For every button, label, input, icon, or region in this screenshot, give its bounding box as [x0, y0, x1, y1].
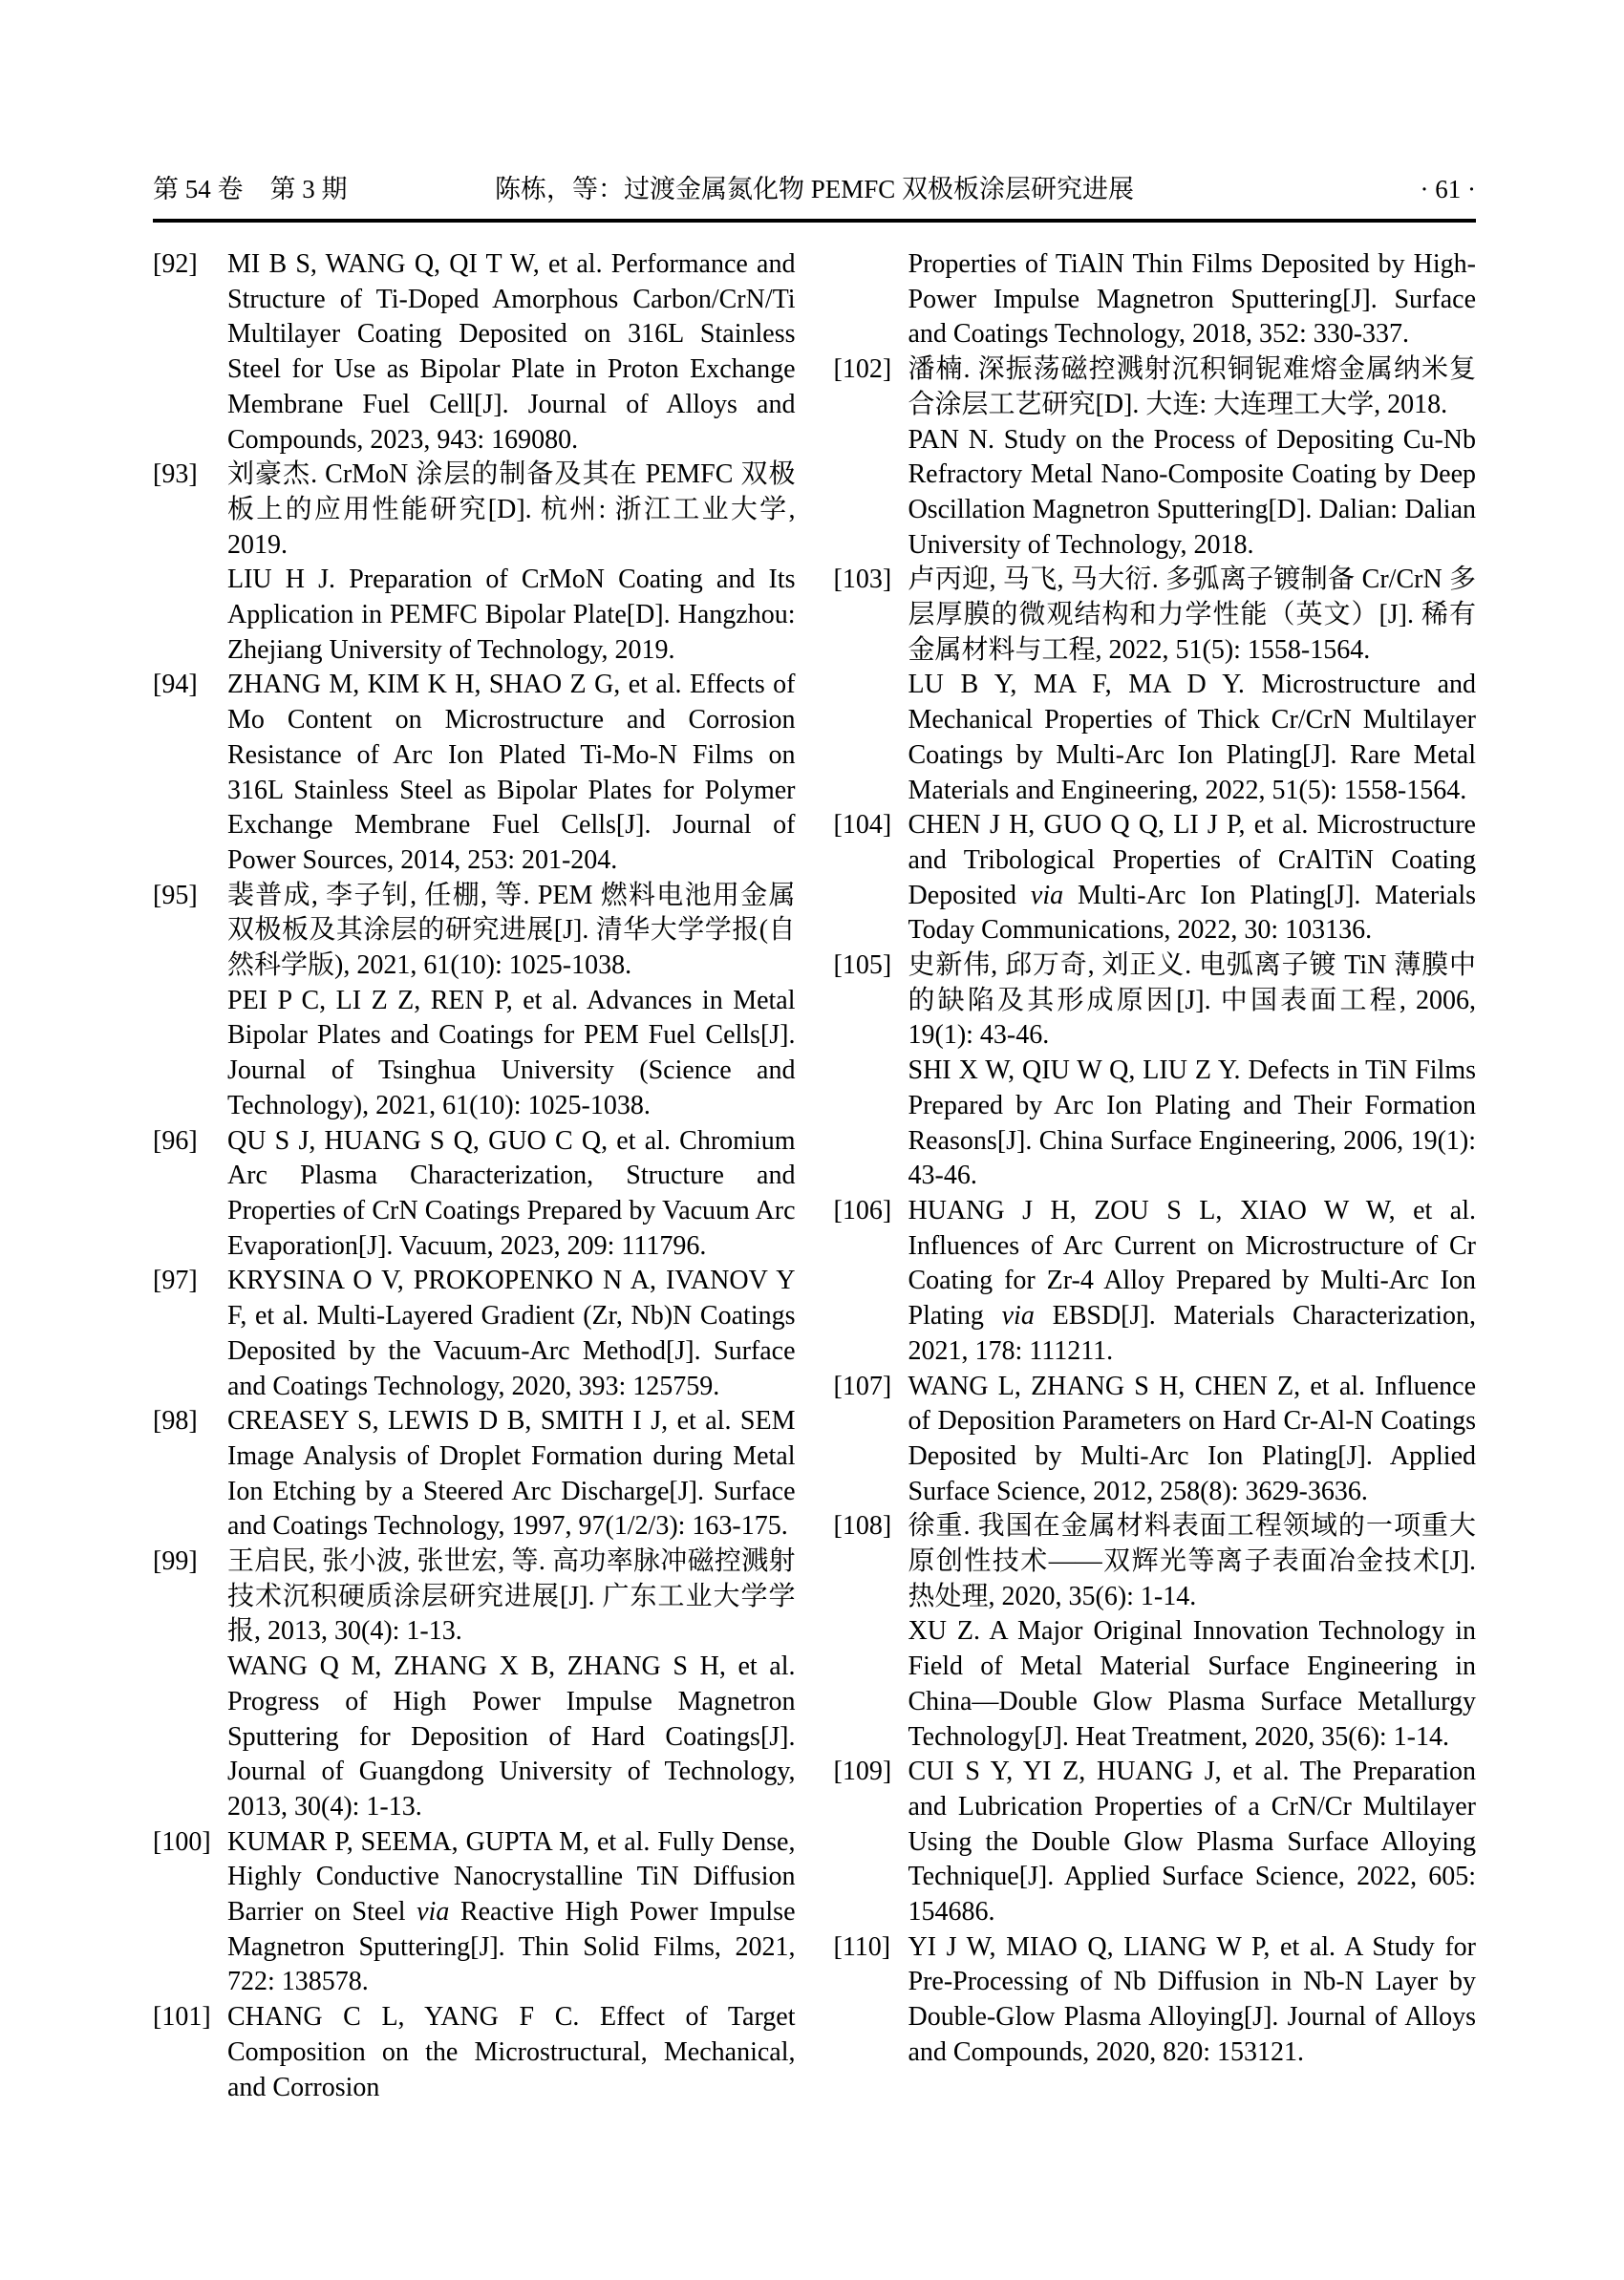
references-column-left — [153, 247, 796, 2105]
running-title: 陈栋，等：过渡金属氮化物 PEMFC 双极板涂层研究进展 — [494, 175, 1135, 203]
reference-label: [93] — [153, 459, 198, 490]
reference-label: [96] — [153, 1125, 198, 1156]
reference-item — [153, 458, 796, 668]
reference-paragraph: 潘楠. 深振荡磁控溅射沉积铜铌难熔金属纳米复合涂层工艺研究[D]. 大连: 大连理工大学, 2018. — [908, 354, 1476, 419]
reference-item — [153, 668, 796, 878]
reference-paragraph: CHEN J H, GUO Q Q, LI J P, et al. Microstructure and Tribological Properties of CrAlTiN Coating Deposited via Multi-Arc Ion Plating[J]. Materials Today Communications, 2022, 30: 103136. — [908, 810, 1476, 946]
reference-label: [108] — [833, 1511, 892, 1542]
reference-paragraph: WANG L, ZHANG S H, CHEN Z, et al. Influence of Deposition Parameters on Hard Cr-Al-N Coatings Deposited by Multi-Arc Ion Plating[J]. Applied Surface Science, 2012, 258(8): 3629-3636. — [908, 1371, 1476, 1506]
reference-paragraph: CREASEY S, LEWIS D B, SMITH I J, et al. SEM Image Analysis of Droplet Formation during Metal Ion Etching by a Steered Arc Discharge[J]. Surface and Coatings Technology, 1997, 97(1/2/3): 163-175. — [227, 1406, 796, 1542]
reference-paragraph: PEI P C, LI Z Z, REN P, et al. Advances in Metal Bipolar Plates and Coatings for PEM Fuel Cells[J]. Journal of Tsinghua University (Science and Technology), 2021, 61(10): 1025-1038. — [227, 985, 796, 1120]
reference-paragraph: LU B Y, MA F, MA D Y. Microstructure and Mechanical Properties of Thick Cr/CrN Multilayer Coatings by Multi-Arc Ion Plating[J]. Rare Metal Materials and Engineering, 2022, 51(5): 1558-1564. — [908, 670, 1476, 805]
reference-item — [153, 879, 796, 1124]
reference-paragraph: Properties of TiAlN Thin Films Deposited by High-Power Impulse Magnetron Sputtering[J]. Surface and Coatings Technology, 2018, 352: 330-337. — [908, 249, 1476, 350]
reference-item — [834, 808, 1477, 948]
issue-label: 第 3 期 — [269, 175, 348, 203]
reference-paragraph: YI J W, MIAO Q, LIANG W P, et al. A Study for Pre-Processing of Nb Diffusion in Nb-N Layer by Double-Glow Plasma Alloying[J]. Journal of Alloys and Compounds, 2020, 820: 153121. — [908, 1931, 1476, 2067]
reference-label: [92] — [153, 249, 198, 279]
reference-label: [110] — [833, 1931, 891, 1962]
reference-paragraph: CUI S Y, YI Z, HUANG J, et al. The Preparation and Lubrication Properties of a CrN/Cr Multilayer Using the Double Glow Plasma Surface Alloying Technique[J]. Applied Surface Science, 2022, 605: 154686. — [908, 1757, 1476, 1928]
volume-issue — [153, 174, 348, 204]
reference-paragraph: KUMAR P, SEEMA, GUPTA M, et al. Fully Dense, Highly Conductive Nanocrystalline TiN Diffusion Barrier on Steel via Reactive High Power Impulse Magnetron Sputtering[J]. Thin Solid Films, 2021, 722: 138578. — [227, 1826, 796, 1997]
reference-item — [153, 247, 796, 458]
reference-paragraph: SHI X W, QIU W Q, LIU Z Y. Defects in TiN Films Prepared by Arc Ion Plating and Their Formation Reasons[J]. China Surface Engineering, 2006, 19(1): 43-46. — [908, 1055, 1476, 1191]
reference-label: [104] — [833, 810, 892, 841]
reference-label: [102] — [833, 354, 892, 385]
reference-item — [834, 1509, 1477, 1755]
reference-item — [153, 1404, 796, 1545]
reference-item — [834, 352, 1477, 563]
reference-label: [106] — [833, 1195, 892, 1225]
reference-paragraph: QU S J, HUANG S Q, GUO C Q, et al. Chromium Arc Plasma Characterization, Structure and Properties of CrN Coatings Prepared by Vacuum Arc Evaporation[J]. Vacuum, 2023, 209: 111796. — [227, 1125, 796, 1261]
reference-item — [153, 2000, 796, 2105]
reference-label: [109] — [833, 1757, 892, 1787]
reference-label: [100] — [153, 1826, 211, 1857]
references-column-right — [834, 247, 1477, 2105]
reference-item — [834, 1370, 1477, 1510]
reference-label: [95] — [153, 880, 198, 910]
reference-item — [834, 247, 1477, 352]
reference-paragraph: 卢丙迎, 马飞, 马大衍. 多弧离子镀制备 Cr/CrN 多层厚膜的微观结构和力学性能（英文）[J]. 稀有金属材料与工程, 2022, 51(5): 1558-1564. — [908, 565, 1476, 665]
volume-label: 第 54 卷 — [153, 175, 244, 203]
reference-paragraph: 徐重. 我国在金属材料表面工程领域的一项重大原创性技术——双辉光等离子表面冶金技术[J]. 热处理, 2020, 35(6): 1-14. — [908, 1511, 1476, 1611]
page-number: · 61 · — [1420, 175, 1476, 203]
reference-paragraph: ZHANG M, KIM K H, SHAO Z G, et al. Effects of Mo Content on Microstructure and Corrosion Resistance of Arc Ion Plated Ti-Mo-N Films on 316L Stainless Steel as Bipolar Plates for Polymer Exchange Membrane Fuel Cells[J]. Journal of Power Sources, 2014, 253: 201-204. — [227, 670, 796, 875]
page-header — [153, 174, 1476, 204]
reference-label: [103] — [833, 565, 892, 595]
reference-item — [153, 1825, 796, 2001]
reference-item — [834, 1194, 1477, 1370]
reference-paragraph: MI B S, WANG Q, QI T W, et al. Performance and Structure of Ti-Doped Amorphous Carbon/CrN/Ti Multilayer Coating Deposited on 316L Stainless Steel for Use as Bipolar Plate in Proton Exchange Membrane Fuel Cell[J]. Journal of Alloys and Compounds, 2023, 943: 169080. — [227, 249, 796, 455]
reference-item — [153, 1124, 796, 1265]
reference-paragraph: CHANG C L, YANG F C. Effect of Target Composition on the Microstructural, Mechanical, and Corrosion — [227, 2002, 796, 2102]
reference-paragraph: KRYSINA O V, PROKOPENKO N A, IVANOV Y F, et al. Multi-Layered Gradient (Zr, Nb)N Coatings Deposited by the Vacuum-Arc Method[J]. Surface and Coatings Technology, 2020, 393: 125759. — [227, 1266, 796, 1401]
reference-item — [834, 563, 1477, 808]
reference-label: [97] — [153, 1266, 198, 1296]
reference-paragraph: HUANG J H, ZOU S L, XIAO W W, et al. Influences of Arc Current on Microstructure of Cr Coating for Zr-4 Alloy Prepared by Multi-Arc Ion Plating via EBSD[J]. Materials Characterization, 2021, 178: 111211. — [908, 1195, 1476, 1366]
reference-item — [834, 1930, 1477, 2071]
reference-label: [99] — [153, 1546, 198, 1577]
reference-paragraph: PAN N. Study on the Process of Depositing Cu-Nb Refractory Metal Nano-Composite Coating by Deep Oscillation Magnetron Sputtering[D]. Dalian: Dalian University of Technology, 2018. — [908, 424, 1476, 560]
reference-paragraph: 王启民, 张小波, 张世宏, 等. 高功率脉冲磁控溅射技术沉积硬质涂层研究进展[J]. 广东工业大学学报, 2013, 30(4): 1-13. — [227, 1546, 796, 1647]
reference-label: [107] — [833, 1371, 892, 1401]
reference-paragraph: 史新伟, 邱万奇, 刘正义. 电弧离子镀 TiN 薄膜中的缺陷及其形成原因[J]. 中国表面工程, 2006, 19(1): 43-46. — [908, 950, 1476, 1051]
reference-item — [834, 1755, 1477, 1930]
reference-label: [98] — [153, 1406, 198, 1437]
reference-item — [153, 1264, 796, 1404]
reference-label: [94] — [153, 670, 198, 700]
reference-label: [101] — [153, 2002, 211, 2033]
header-divider — [153, 219, 1476, 223]
reference-item — [834, 948, 1477, 1194]
reference-item — [153, 1545, 796, 1825]
reference-paragraph: 刘豪杰. CrMoN 涂层的制备及其在 PEMFC 双极板上的应用性能研究[D]. 杭州: 浙江工业大学, 2019. — [227, 459, 796, 560]
references-section — [153, 247, 1476, 2105]
reference-paragraph: 裴普成, 李子钊, 任棚, 等. PEM 燃料电池用金属双极板及其涂层的研究进展[J]. 清华大学学报(自然科学版), 2021, 61(10): 1025-1038. — [227, 880, 796, 981]
reference-label: [105] — [833, 950, 892, 981]
reference-paragraph: XU Z. A Major Original Innovation Technology in Field of Metal Material Surface Engineering in China—Double Glow Plasma Surface Metallurgy Technology[J]. Heat Treatment, 2020, 35(6): 1-14. — [908, 1616, 1476, 1752]
reference-paragraph: WANG Q M, ZHANG X B, ZHANG S H, et al. Progress of High Power Impulse Magnetron Sputtering for Deposition of Hard Coatings[J]. Journal of Guangdong University of Technology, 2013, 30(4): 1-13. — [227, 1651, 796, 1822]
reference-paragraph: LIU H J. Preparation of CrMoN Coating and Its Application in PEMFC Bipolar Plate[D]. Hangzhou: Zhejiang University of Technology, 2019. — [227, 565, 796, 665]
